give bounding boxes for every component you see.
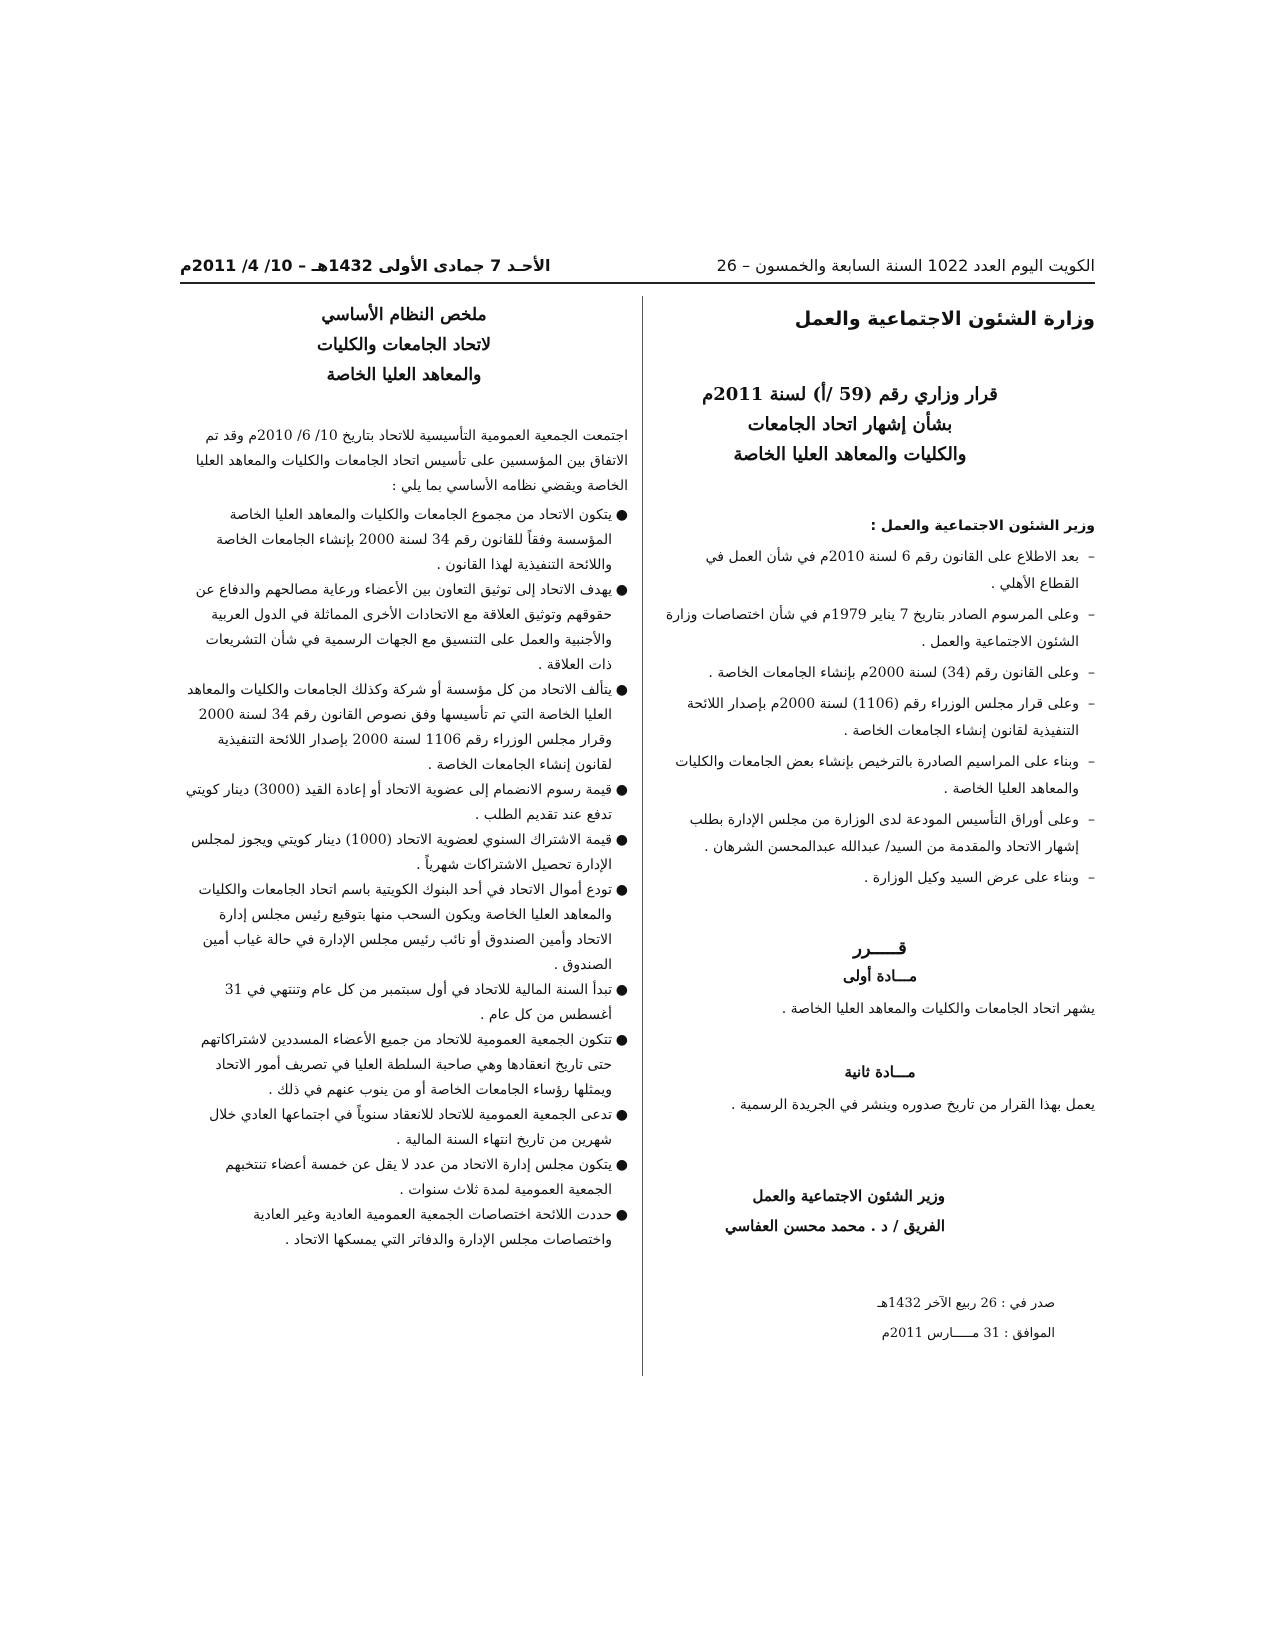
bylaw-item: ● يهدف الاتحاد إلى توثيق التعاون بين الأعضاء ورعاية مصالحهم والدفاع عن حقوقهم وتوثيق العلاقة مع الاتحادات الأخرى المماثلة في الدول العربية والأجنبية والعمل على التنسيق مع الجهات الرسمية في شأن التشريعات ذات العلاقة . xyxy=(180,578,628,678)
decree-column xyxy=(665,300,1095,1349)
decision-heading: قـــــرر xyxy=(853,938,907,959)
decree-title-line-2: بشأن إشهار اتحاد الجامعات xyxy=(747,414,953,435)
page-header xyxy=(180,250,1095,280)
signature-title: وزير الشئون الاجتماعية والعمل xyxy=(752,1187,945,1205)
decree-title xyxy=(665,380,1095,470)
issued-hijri: صدر في : 26 ربيع الآخر 1432هـ xyxy=(877,1296,1055,1311)
bullet-icon: ● xyxy=(615,582,628,598)
preamble-clause: – وعلى أوراق التأسيس المودعة لدى الوزارة من مجلس الإدارة بطلب إشهار الاتحاد والمقدمة من السيد/ عبدالله عبدالمحسن الشرهان . xyxy=(689,812,1095,855)
bullet-icon: ● xyxy=(615,782,628,798)
issue-date-block xyxy=(665,1289,1095,1349)
decree-title-line-3: والكليات والمعاهد العليا الخاصة xyxy=(733,444,967,465)
summary-title-line-1: ملخص النظام الأساسي xyxy=(321,305,487,325)
header-divider xyxy=(180,282,1095,284)
article-2-text: يعمل بهذا القرار من تاريخ صدوره وينشر في الجريدة الرسمية . xyxy=(731,1097,1095,1113)
bylaw-item: ● تدعى الجمعية العمومية للاتحاد للانعقاد سنوياً في اجتماعها العادي خلال شهرين من تاريخ انتهاء السنة المالية . xyxy=(180,1103,628,1153)
header-date: الأحـد 7 جمادى الأولى 1432هـ – 10/ 4/ 2011م xyxy=(180,256,551,275)
preamble-clause: – وعلى المرسوم الصادر بتاريخ 7 يناير 1979م في شأن اختصاصات وزارة الشئون الاجتماعية والعمل . xyxy=(665,607,1095,650)
ministry-name: وزارة الشئون الاجتماعية والعمل xyxy=(794,308,1095,330)
summary-title-line-3: والمعاهد العليا الخاصة xyxy=(326,365,482,385)
bylaw-item: ● يتكون الاتحاد من مجموع الجامعات والكليات والمعاهد العليا الخاصة المؤسسة وفقاً للقانون رقم 34 لسنة 2000 بإنشاء الجامعات الخاصة واللائحة التنفيذية لهذا القانون . xyxy=(180,503,628,578)
bylaw-item: ● يتألف الاتحاد من كل مؤسسة أو شركة وكذلك الجامعات والكليات والمعاهد العليا الخاصة التي تم تأسيسها وفق نصوص القانون رقم 34 لسنة 2000 وقرار مجلس الوزراء رقم 1106 لسنة 2000 بإصدار اللائحة التنفيذية لقانون إنشاء الجامعات الخاصة . xyxy=(180,678,628,778)
summary-intro: اجتمعت الجمعية العمومية التأسيسية للاتحاد بتاريخ 10/ 6/ 2010م وقد تم الاتفاق بين المؤسسين على تأسيس اتحاد الجامعات والكليات والمعاهد العليا الخاصة ويقضي نظامه الأساسي بما يلي : xyxy=(195,428,628,494)
bylaw-items xyxy=(180,503,628,1253)
bullet-icon: ● xyxy=(615,682,628,698)
decree-title-line-1: قرار وزاري رقم (59 /أ) لسنة 2011م xyxy=(702,384,998,405)
signature-name: الفريق / د . محمد محسن العفاسي xyxy=(725,1217,945,1235)
article-2-title: مـــادة ثانية xyxy=(844,1063,916,1081)
bylaw-item: ● تودع أموال الاتحاد في أحد البنوك الكويتية باسم اتحاد الجامعات والكليات والمعاهد العليا الخاصة ويكون السحب منها بتوقيع رئيس مجلس إدارة الاتحاد وأمين الصندوق أو نائب رئيس مجلس الإدارة في حالة غياب أمين الصندوق . xyxy=(180,878,628,978)
bullet-icon: ● xyxy=(615,1032,628,1048)
bullet-icon: ● xyxy=(615,1207,628,1223)
issued-gregorian: الموافق : 31 مـــــارس 2011م xyxy=(881,1326,1055,1341)
bylaw-item: ● يتكون مجلس إدارة الاتحاد من عدد لا يقل عن خمسة أعضاء تنتخبهم الجمعية العمومية لمدة ثلاث سنوات . xyxy=(180,1153,628,1203)
summary-title-line-2: لاتحاد الجامعات والكليات xyxy=(317,335,491,355)
preamble-clause: – بعد الاطلاع على القانون رقم 6 لسنة 2010م في شأن العمل في القطاع الأهلي . xyxy=(705,549,1095,592)
bullet-icon: ● xyxy=(615,507,628,523)
preamble-clause: – وعلى القانون رقم (34) لسنة 2000م بإنشاء الجامعات الخاصة . xyxy=(708,665,1095,681)
column-divider xyxy=(642,296,643,1376)
bylaw-item: ● تبدأ السنة المالية للاتحاد في أول سبتمبر من كل عام وتنتهي في 31 أغسطس من كل عام . xyxy=(180,978,628,1028)
bullet-icon: ● xyxy=(615,1157,628,1173)
bylaw-item: ● تتكون الجمعية العمومية للاتحاد من جميع الأعضاء المسددين لاشتراكاتهم حتى تاريخ انعقادها وهي صاحبة السلطة العليا في تصريف أمور الاتحاد ويمثلها رؤساء الجامعات الخاصة أو من ينوب عنهم في ذلك . xyxy=(180,1028,628,1103)
preamble-clause: – وبناء على المراسيم الصادرة بالترخيص بإنشاء بعض الجامعات والكليات والمعاهد العليا الخاصة . xyxy=(675,754,1095,797)
bullet-icon: ● xyxy=(615,832,628,848)
article-1-title: مـــادة أولى xyxy=(842,967,918,985)
article-1-text: يشهر اتحاد الجامعات والكليات والمعاهد العليا الخاصة . xyxy=(781,1001,1095,1017)
header-issue-info: الكويت اليوم العدد 1022 السنة السابعة والخمسون – 26 xyxy=(716,256,1095,275)
bullet-icon: ● xyxy=(615,1107,628,1123)
summary-title xyxy=(180,300,628,390)
bylaw-item: ● قيمة رسوم الانضمام إلى عضوية الاتحاد أو إعادة القيد (3000) دينار كويتي تدفع عند تقديم الطلب . xyxy=(180,778,628,828)
bullet-icon: ● xyxy=(615,982,628,998)
signature-block xyxy=(665,1181,1095,1241)
summary-column xyxy=(180,300,628,1253)
bylaw-item: ● قيمة الاشتراك السنوي لعضوية الاتحاد (1000) دينار كويتي ويجوز لمجلس الإدارة تحصيل الاشتراكات شهرياً . xyxy=(180,828,628,878)
bylaw-item: ● حددت اللائحة اختصاصات الجمعية العمومية العادية وغير العادية واختصاصات مجلس الإدارة والدفاتر التي يمسكها الاتحاد . xyxy=(180,1203,628,1253)
preamble-clause: – وبناء على عرض السيد وكيل الوزارة . xyxy=(863,870,1095,886)
preamble-clause: – وعلى قرار مجلس الوزراء رقم (1106) لسنة 2000م بإصدار اللائحة التنفيذية لقانون إنشاء الجامعات الخاصة . xyxy=(686,696,1095,739)
preamble-clauses xyxy=(665,544,1095,892)
bullet-icon: ● xyxy=(615,882,628,898)
minister-intro: وزير الشئون الاجتماعية والعمل : xyxy=(870,518,1095,534)
